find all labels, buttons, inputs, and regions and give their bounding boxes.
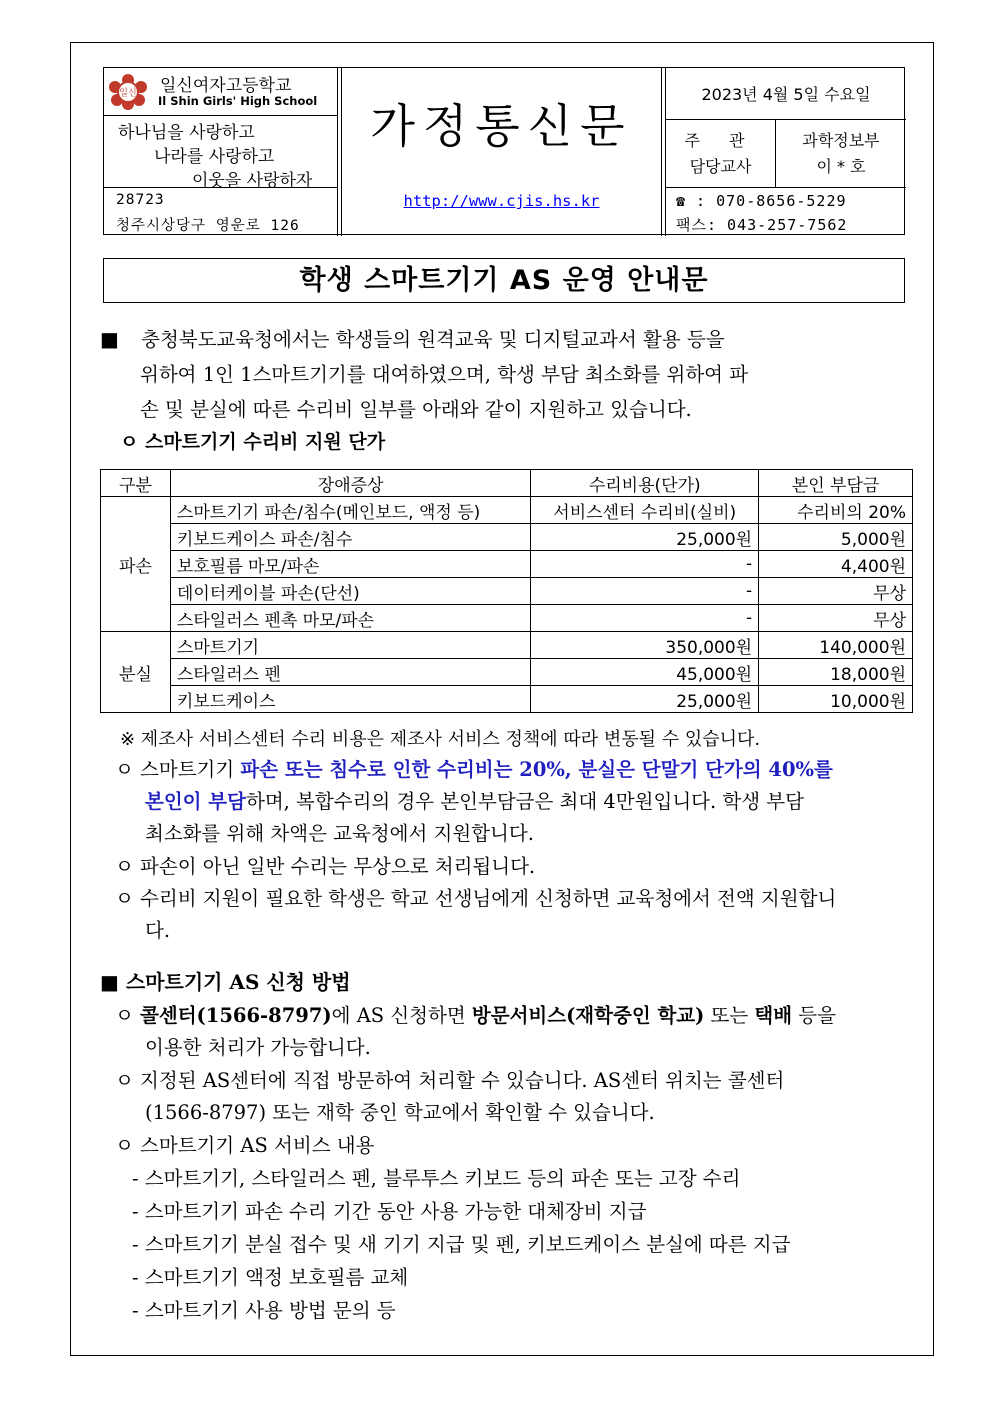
callcenter-number: 콜센터(1566-8797) [140, 1004, 332, 1027]
copay-bullet [115, 754, 913, 850]
motto-line-3: 이웃을 사랑하자 [192, 171, 313, 191]
intro-line-1: 충청북도교육청에서는 학생들의 원격교육 및 디지털교과서 활용 등을 [141, 328, 725, 351]
table-cell: 서비스센터 수리비(실비) [531, 497, 759, 524]
school-cell [104, 68, 338, 116]
newsletter-title: 가정통신문 [370, 99, 633, 153]
school-name-ko: 일신여자고등학교 [160, 76, 292, 96]
table-cell: 스타일러스 펜 [170, 659, 530, 686]
section-title-as: ■ 스마트기기 AS 신청 방법 [100, 970, 351, 994]
charge-label-cell [666, 120, 776, 188]
motto-line-1: 하나님을 사랑하고 [118, 123, 255, 143]
as-service-heading: ㅇ 스마트기기 AS 서비스 내용 [115, 1134, 375, 1157]
category-damage: 파손 [101, 497, 171, 632]
table-cell: 18,000원 [759, 659, 913, 686]
col-header-cost: 수리비용(단가) [531, 470, 759, 497]
fax-number: 팩스: 043-257-7562 [676, 216, 848, 234]
table-row [101, 686, 913, 713]
as-center-text: ㅇ 지정된 AS센터에 직접 방문하여 처리할 수 있습니다. AS센터 위치는 콜센터 [115, 1069, 785, 1092]
bullet-mark: ㅇ [115, 1004, 141, 1027]
letterhead [103, 67, 905, 235]
support-text: ㅇ 수리비 지원이 필요한 학생은 학교 선생님에게 신청하면 교육청에서 전액 지원합니 [115, 887, 837, 910]
callcenter-text-3: 등을 [792, 1004, 836, 1027]
table-cell: - [531, 578, 759, 605]
repair-fee-table [100, 469, 913, 713]
table-cell: 350,000원 [531, 632, 759, 659]
table-row [101, 497, 913, 524]
table-cell: 보호필름 마모/파손 [170, 551, 530, 578]
copay-text-pre: ㅇ 스마트기기 [115, 758, 241, 781]
contact-cell [666, 188, 906, 236]
courier-service: 택배 [754, 1004, 793, 1027]
table-cell: 10,000원 [759, 686, 913, 713]
table-cell: 수리비의 20% [759, 497, 913, 524]
table-header-row [101, 470, 913, 497]
callcenter-text: 에 AS 신청하면 [331, 1004, 472, 1027]
list-item: - 스마트기기 파손 수리 기간 동안 사용 가능한 대체장비 지급 [132, 1200, 647, 1223]
school-url-link[interactable]: http://www.cjis.hs.kr [403, 192, 600, 210]
list-item: - 스마트기기 분실 접수 및 새 기기 지급 및 펜, 키보드케이스 분실에 따른 지급 [132, 1233, 791, 1256]
support-text-cont: 다. [145, 919, 171, 942]
school-motto [104, 116, 338, 191]
date-cell [666, 68, 906, 120]
square-bullet-icon: ■ [100, 327, 119, 351]
charge-label: 주 관 [684, 131, 757, 150]
table-row [101, 524, 913, 551]
table-cell: 키보드케이스 [170, 686, 530, 713]
motto-line-2: 나라를 사랑하고 [154, 147, 275, 167]
zip-code: 28723 [116, 192, 165, 208]
copay-text-post-2: 최소화를 위해 차액은 교육청에서 지원합니다. [145, 822, 534, 845]
copay-highlight-2: 본인이 부담 [145, 790, 246, 813]
phone-number: ☎ : 070-8656-5229 [676, 192, 847, 210]
table-cell: 25,000원 [531, 686, 759, 713]
list-item: - 스마트기기 사용 방법 문의 등 [132, 1299, 396, 1322]
table-row [101, 659, 913, 686]
teacher-name: 이 * 호 [816, 157, 866, 176]
as-center-text-cont: (1566-8797) 또는 재학 중인 학교에서 확인할 수 있습니다. [145, 1101, 655, 1124]
table-cell: 데이터케이블 파손(단선) [170, 578, 530, 605]
table-cell: 스마트기기 파손/침수(메인보드, 액정 등) [170, 497, 530, 524]
table-heading: ㅇ 스마트기기 수리비 지원 단가 [120, 431, 386, 453]
table-cell: 스마트기기 [170, 632, 530, 659]
table-row [101, 551, 913, 578]
department: 과학정보부 [802, 131, 880, 150]
teacher-label: 담당교사 [689, 157, 752, 176]
charge-value-cell [776, 120, 906, 188]
table-cell: 무상 [759, 578, 913, 605]
callcenter-text-2: 또는 [704, 1004, 755, 1027]
table-cell: 스타일러스 펜촉 마모/파손 [170, 605, 530, 632]
table-cell: 140,000원 [759, 632, 913, 659]
support-bullet [115, 883, 913, 947]
as-center-bullet [115, 1065, 913, 1129]
table-cell: 5,000원 [759, 524, 913, 551]
copay-highlight-1: 파손 또는 침수로 인한 수리비는 20%, 분실은 단말기 단가의 40%를 [240, 758, 833, 781]
table-cell: 무상 [759, 605, 913, 632]
table-cell: - [531, 551, 759, 578]
intro-line-3: 손 및 분실에 따른 수리비 일부를 아래와 같이 지원하고 있습니다. [140, 398, 692, 421]
table-row [101, 578, 913, 605]
table-cell: - [531, 605, 759, 632]
document-title: 학생 스마트기기 AS 운영 안내문 [103, 258, 905, 303]
col-header-symptom: 장애증상 [170, 470, 530, 497]
category-loss: 분실 [101, 632, 171, 713]
table-cell: 4,400원 [759, 551, 913, 578]
table-cell: 25,000원 [531, 524, 759, 551]
street-address: 청주시상당구 영운로 126 [116, 218, 300, 234]
table-cell: 키보드케이스 파손/침수 [170, 524, 530, 551]
list-item: - 스마트기기, 스타일러스 펜, 블루투스 키보드 등의 파손 또는 고장 수리 [132, 1167, 741, 1190]
col-header-copay: 본인 부담금 [759, 470, 913, 497]
newsletter-title-cell [342, 68, 662, 236]
svg-text:일신: 일신 [119, 88, 137, 99]
copay-text-post: 하며, 복합수리의 경우 본인부담금은 최대 4만원입니다. 학생 부담 [245, 790, 804, 813]
issue-date: 2023년 4월 5일 수요일 [701, 85, 871, 104]
free-repair-bullet: ㅇ 파손이 아닌 일반 수리는 무상으로 처리됩니다. [115, 855, 536, 878]
cost-note: ※ 제조사 서비스센터 수리 비용은 제조사 서비스 정책에 따라 변동될 수 있습니다. [120, 729, 761, 750]
school-name-en: Il Shin Girls' High School [158, 94, 318, 108]
list-item: - 스마트기기 액정 보호필름 교체 [132, 1266, 409, 1289]
table-cell: 45,000원 [531, 659, 759, 686]
intro-paragraph [100, 322, 912, 427]
school-logo-icon [108, 74, 148, 110]
table-row [101, 605, 913, 632]
col-header-category: 구분 [101, 470, 171, 497]
intro-line-2: 위하여 1인 1스마트기기를 대여하였으며, 학생 부담 최소화를 위하여 파 [140, 363, 749, 386]
school-address [104, 188, 338, 236]
visit-service: 방문서비스(재학중인 학교) [471, 1004, 705, 1027]
callcenter-bullet [115, 1000, 913, 1064]
table-row [101, 632, 913, 659]
callcenter-text-cont: 이용한 처리가 가능합니다. [145, 1036, 371, 1059]
